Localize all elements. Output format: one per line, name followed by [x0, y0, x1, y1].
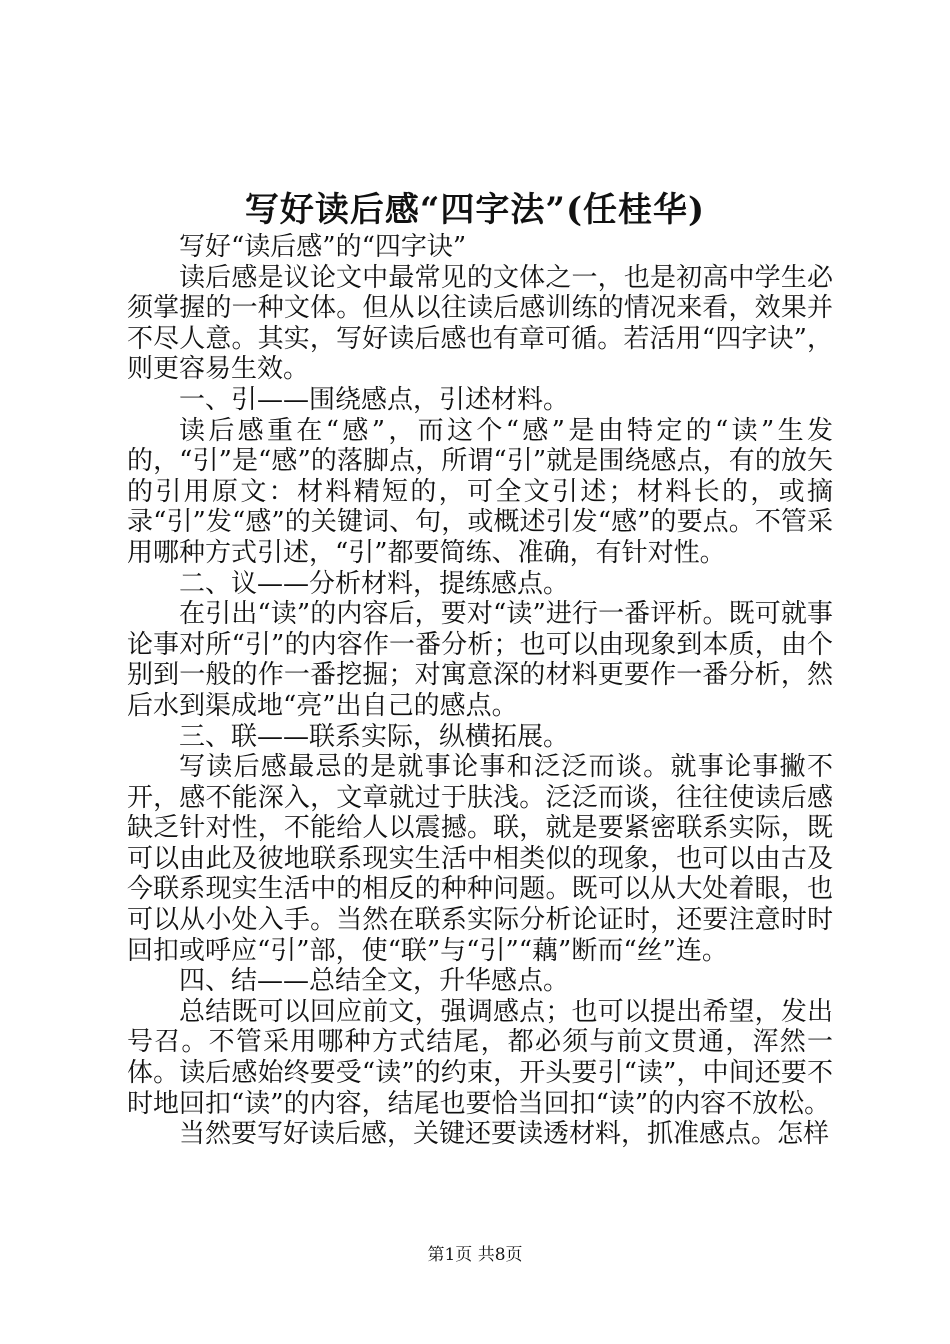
document-body [127, 232, 833, 1150]
paragraph-yin: 读后感重在“感”，而这个“感”是由特定的“读”生发的，“引”是“感”的落脚点，所谓“引”就是围绕感点，有的放矢的引用原文：材料精短的，可全文引述；材料长的，或摘录“引”发“感”的关键词、句，或概述引发“感”的要点。不管采用哪种方式引述，“引”都要简练、准确，有针对性。 [127, 415, 833, 568]
section-heading-yin: 一、引——围绕感点，引述材料。 [179, 384, 570, 415]
paragraph-lian: 写读后感最忌的是就事论事和泛泛而谈。就事论事撇不开，感不能深入，文章就过于肤浅。泛泛而谈，往往使读后感缺乏针对性，不能给人以震撼。联，就是要紧密联系实际，既可以由此及彼地联系现实生活中相类似的现象，也可以由古及今联系现实生活中的相反的种种问题。既可以从大处着眼，也可以从小处入手。当然在联系实际分析论证时，还要注意时时回扣或呼应“引”部，使“联”与“引”“藕”断而“丝”连。 [127, 752, 833, 966]
paragraph-subtitle: 写好“读后感”的“四字诀” [179, 232, 467, 262]
paragraph-jie: 总结既可以回应前文，强调感点；也可以提出希望，发出号召。不管采用哪种方式结尾，都必须与前文贯通，浑然一体。读后感始终要受“读”的约束，开头要引“读”，中间还要不时地回扣“读”的内容，结尾也要恰当回扣“读”的内容不放松。 [127, 996, 833, 1119]
paragraph-intro: 读后感是议论文中最常见的文体之一，也是初高中学生必须掌握的一种文体。但从以往读后感训练的情况来看，效果并不尽人意。其实，写好读后感也有章可循。若活用“四字诀”，则更容易生效。 [127, 262, 833, 385]
document-title: 写好读后感“四字法”(任桂华) [244, 190, 706, 230]
section-heading-jie: 四、结——总结全文，升华感点。 [179, 966, 570, 997]
page-footer: 第1页 共8页 [427, 1245, 523, 1265]
section-heading-yi: 二、议——分析材料，提练感点。 [179, 568, 570, 599]
paragraph-yi: 在引出“读”的内容后，要对“读”进行一番评析。既可就事论事对所“引”的内容作一番分析；也可以由现象到本质，由个别到一般的作一番挖掘；对寓意深的材料更要作一番分析，然后水到渠成地“亮”出自己的感点。 [127, 599, 833, 721]
section-heading-lian: 三、联——联系实际，纵横拓展。 [179, 721, 570, 752]
paragraph-closing: 当然要写好读后感，关键还要读透材料，抓准感点。怎样 [179, 1119, 830, 1150]
